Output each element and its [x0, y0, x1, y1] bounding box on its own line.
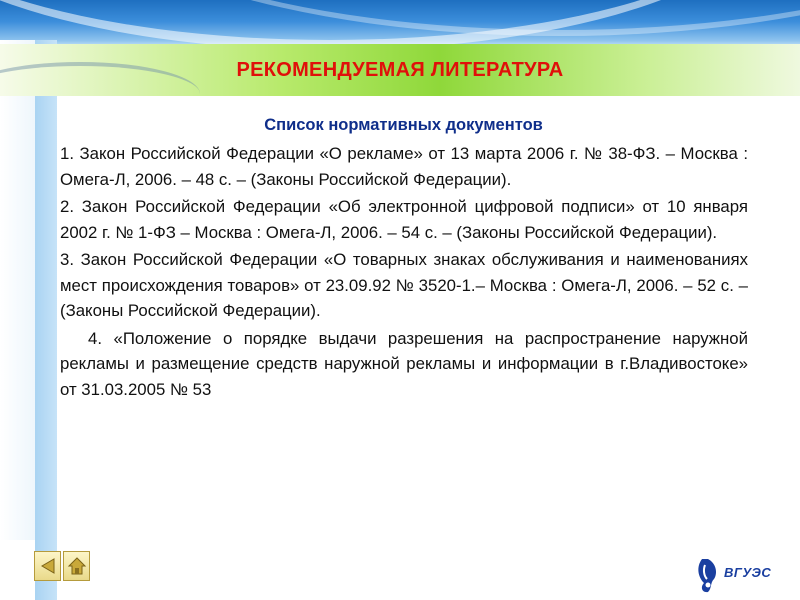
slide-title: РЕКОМЕНДУЕМАЯ ЛИТЕРАТУРА [236, 59, 564, 81]
back-button[interactable] [34, 551, 61, 581]
top-decorative-band [0, 0, 800, 48]
list-item: 3. Закон Российской Федерации «О товарных знаках обслуживания и наименованиях мест происхождения товаров» от 23.09.92 № 3520-1.– Москва : Омега-Л, 2006. – 52 с. – (Законы Российской Федерации). [60, 250, 748, 320]
triangle-left-icon [39, 557, 57, 575]
list-item: 4. «Положение о порядке выдачи разрешения на распространение наружной рекламы и размещение средств наружной рекламы и информации в г.Владивостоке» от 31.03.2005 № 53 [60, 328, 748, 399]
slide-subtitle: Список нормативных документов [264, 116, 543, 134]
list-item: 2. Закон Российской Федерации «Об электронной цифровой подписи» от 10 января 2002 г. № 1-ФЗ – Москва : Омега-Л, 2006. – 54 с. – (Законы Российской Федерации). [60, 197, 748, 242]
list-item: 1. Закон Российской Федерации «О рекламе» от 13 марта 2006 г. № 38-ФЗ. – Москва : Омега-Л, 2006. – 48 с. – (Законы Российской Федерации). [60, 144, 748, 189]
house-icon [67, 556, 87, 576]
home-button[interactable] [63, 551, 90, 581]
logo-text: ВГУЭС [724, 565, 772, 580]
document-list [60, 141, 748, 404]
